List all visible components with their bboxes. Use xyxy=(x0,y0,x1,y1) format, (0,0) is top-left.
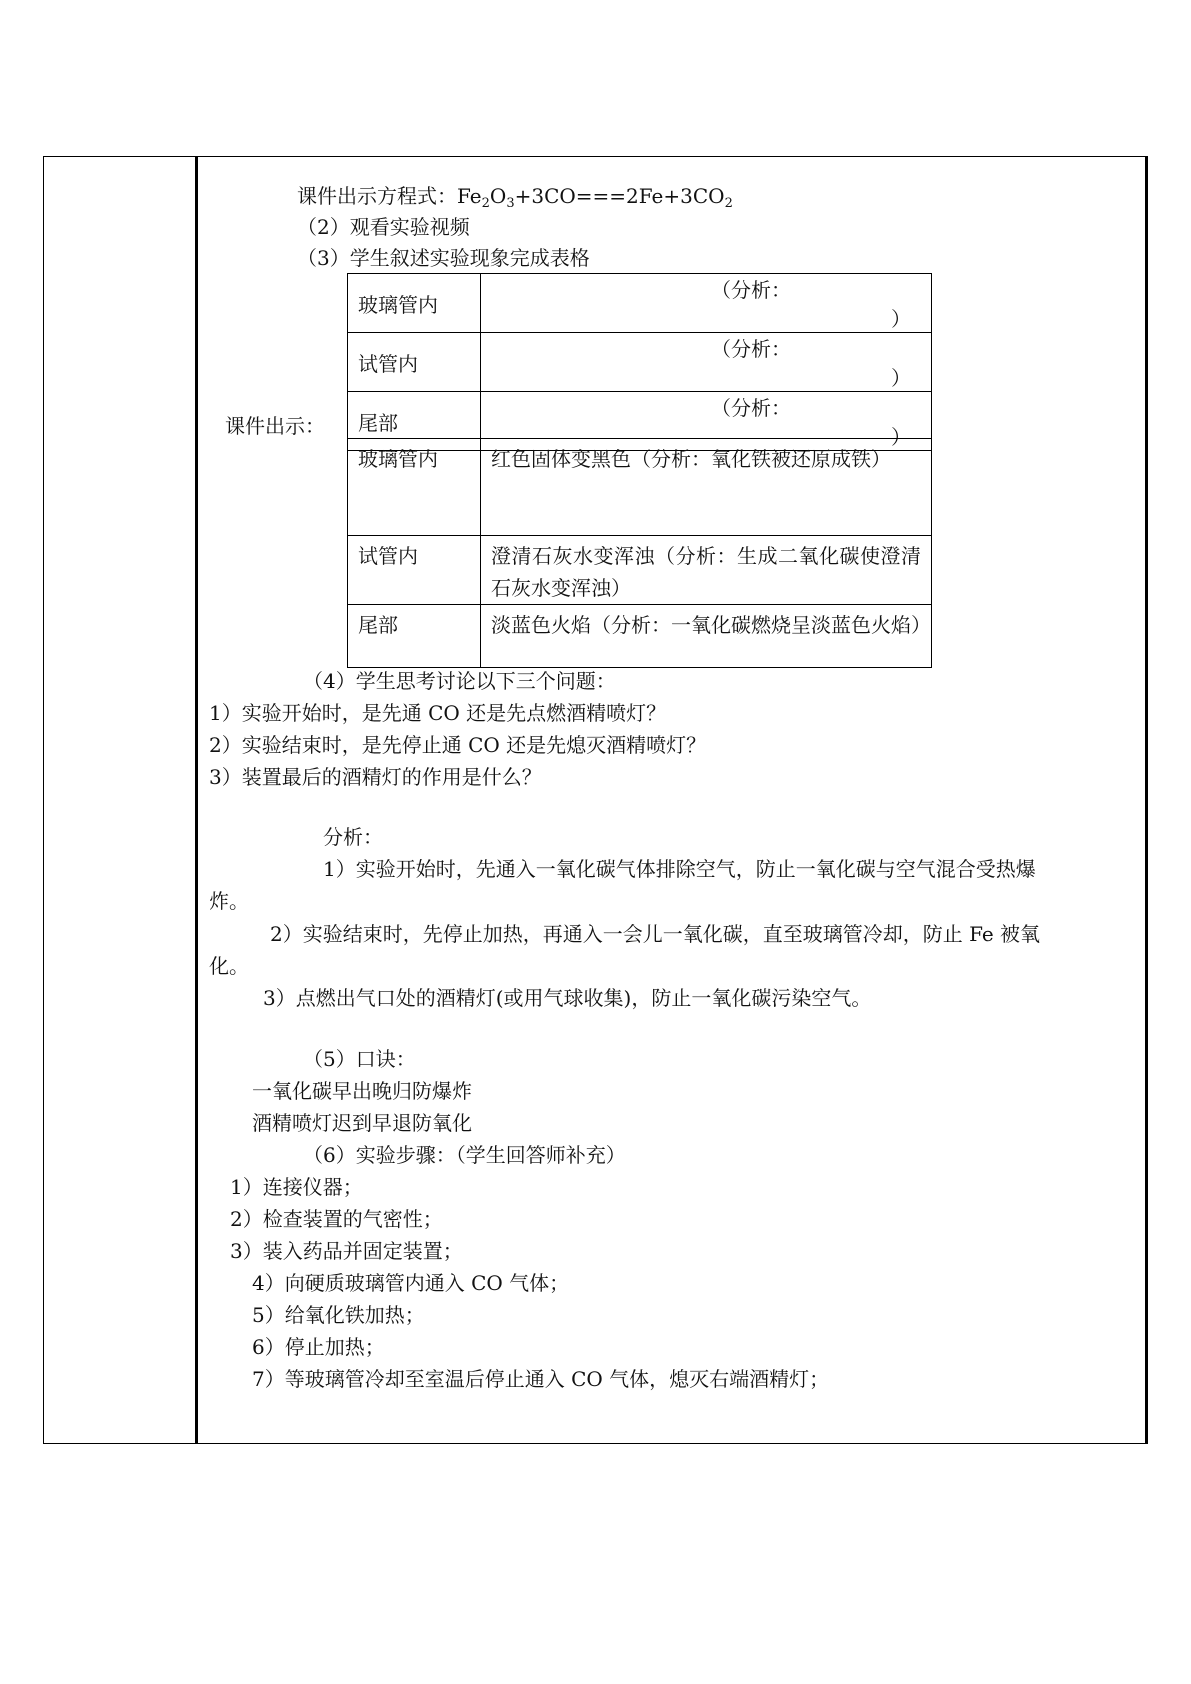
equation-o: O xyxy=(489,184,507,208)
equation-fe: Fe xyxy=(457,184,482,208)
row-label: 试管内 xyxy=(348,333,481,392)
equation-prefix: 课件出示方程式： xyxy=(297,184,457,208)
table-row xyxy=(348,333,932,392)
procedure-step: 5）给氧化铁加热； xyxy=(252,1303,425,1327)
question-2: 2）实验结束时，是先停止通 CO 还是先熄灭酒精喷灯？ xyxy=(209,733,707,757)
step3-text: （3）学生叙述实验现象完成表格 xyxy=(297,246,590,270)
courseware-show: 课件出示： xyxy=(225,414,325,438)
row-content: 澄清石灰水变浑浊（分析：生成二氧化碳使澄清石灰水变浑浊） xyxy=(481,536,932,605)
observation-table-filled xyxy=(347,438,932,668)
step6-text: （6）实验步骤：（学生回答师补充） xyxy=(303,1143,626,1167)
row-content: 淡蓝色火焰（分析：一氧化碳燃烧呈淡蓝色火焰） xyxy=(481,605,932,668)
procedure-step: 4）向硬质玻璃管内通入 CO 气体； xyxy=(252,1271,570,1295)
row-label: 玻璃管内 xyxy=(348,439,481,536)
verse-1: 一氧化碳早出晚归防爆炸 xyxy=(252,1079,472,1103)
equation-co2-sub: 2 xyxy=(724,196,733,211)
verse-2: 酒精喷灯迟到早退防氧化 xyxy=(252,1111,472,1135)
table-row xyxy=(348,274,932,333)
table-row xyxy=(348,605,932,668)
row-label: 尾部 xyxy=(348,605,481,668)
question-1: 1）实验开始时，是先通 CO 还是先点燃酒精喷灯？ xyxy=(209,701,667,725)
equation-sub-2: 2 xyxy=(481,196,490,211)
equation-sub-3: 3 xyxy=(506,196,515,211)
answer-2-line2: 化。 xyxy=(209,954,249,978)
table-row xyxy=(348,439,932,536)
question-3: 3）装置最后的酒精灯的作用是什么？ xyxy=(209,765,542,789)
answer-1-line2: 炸。 xyxy=(209,889,249,913)
equation-line xyxy=(297,183,733,209)
analysis-title: 分析： xyxy=(323,825,383,849)
procedure-step: 7）等玻璃管冷却至室温后停止通入 CO 气体，熄灭右端酒精灯； xyxy=(252,1367,830,1391)
row-content: 红色固体变黑色（分析：氧化铁被还原成铁） xyxy=(481,439,932,536)
row-blank: （分析：） xyxy=(481,392,932,451)
procedure-step: 6）停止加热； xyxy=(252,1335,385,1359)
column-divider xyxy=(195,156,198,1444)
row-label: 玻璃管内 xyxy=(348,274,481,333)
step5-text: （5）口诀： xyxy=(303,1047,416,1071)
procedure-step: 3）装入药品并固定装置； xyxy=(230,1239,463,1263)
row-label: 尾部 xyxy=(348,392,481,451)
step4-text: （4）学生思考讨论以下三个问题： xyxy=(303,669,616,693)
answer-1-line1: 1）实验开始时，先通入一氧化碳气体排除空气，防止一氧化碳与空气混合受热爆 xyxy=(323,857,1036,881)
answer-2-line1: 2）实验结束时，先停止加热，再通入一会儿一氧化碳，直至玻璃管冷却，防止 Fe 被氧 xyxy=(270,922,1041,946)
row-label: 试管内 xyxy=(348,536,481,605)
answer-3: 3）点燃出气口处的酒精灯(或用气球收集)，防止一氧化碳污染空气。 xyxy=(263,986,872,1010)
observation-table-blank xyxy=(347,273,932,451)
row-blank: （分析：） xyxy=(481,333,932,392)
equation-middle: +3CO===2Fe+3CO xyxy=(514,184,725,208)
procedure-step: 2）检查装置的气密性； xyxy=(230,1207,443,1231)
procedure-step: 1）连接仪器； xyxy=(230,1175,363,1199)
step2-text: （2）观看实验视频 xyxy=(297,215,470,239)
row-blank: （分析：） xyxy=(481,274,932,333)
table-row xyxy=(348,536,932,605)
